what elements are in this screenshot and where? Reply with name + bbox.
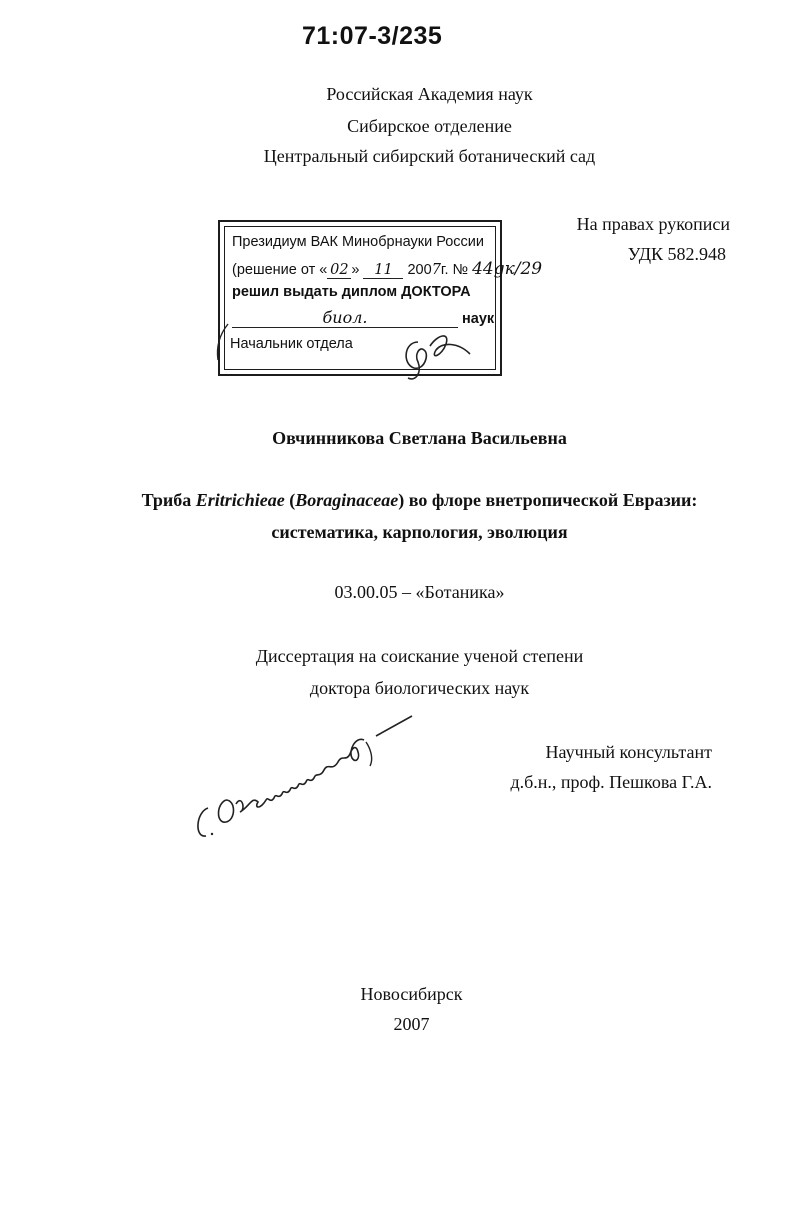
stamp-decision-year-prefix: 200 xyxy=(407,262,432,278)
stamp-head-signature-icon xyxy=(400,324,480,388)
stamp-decision-day: 02 xyxy=(327,262,351,279)
manuscript-rights: На правах рукописи xyxy=(576,214,730,234)
stamp-decision-year-digit: 7 xyxy=(431,262,441,278)
title-mid: ( xyxy=(284,490,296,510)
stamp-line-presidium: Президиум ВАК Минобрнауки России xyxy=(232,234,485,250)
title-prefix: Триба xyxy=(141,490,196,510)
organization-line-2: Сибирское отделение xyxy=(347,116,512,136)
stamp-line-decision xyxy=(232,259,542,279)
stamp-decision-number-tail: gк/29 xyxy=(493,259,543,279)
archive-number: 71:07-3/235 xyxy=(302,22,443,50)
specialty-code: 03.00.05 – «Ботаника» xyxy=(334,582,505,602)
author-signature-icon xyxy=(180,700,430,850)
stamp-science-field: биол. xyxy=(232,308,458,328)
consultant-label: Научный консультант xyxy=(545,742,712,762)
title-suffix: ) во флоре внетропической Евразии: xyxy=(398,490,698,510)
organization-line-3: Центральный сибирский ботанический сад xyxy=(263,146,596,166)
stamp-correction-mark-icon xyxy=(210,322,234,362)
vak-stamp xyxy=(218,220,543,376)
consultant-name: д.б.н., проф. Пешкова Г.А. xyxy=(510,772,712,792)
stamp-line-head: Начальник отдела xyxy=(230,336,353,352)
organization-line-1: Российская Академия наук xyxy=(326,84,533,104)
author-name: Овчинникова Светлана Васильевна xyxy=(272,428,567,448)
stamp-decision-month: 11 xyxy=(363,262,403,279)
stamp-decision-year-suffix: г. № xyxy=(440,262,469,278)
stamp-decision-prefix: (решение от « xyxy=(232,262,328,278)
stamp-decision-number: 44 xyxy=(472,259,494,279)
dissertation-title-line-2: систематика, карпология, эволюция xyxy=(271,522,568,542)
title-taxon-family: Boraginaceae xyxy=(295,490,399,510)
stamp-decision-mid: » xyxy=(351,262,360,278)
degree-line-1: Диссертация на соискание ученой степени xyxy=(255,646,584,666)
stamp-line-diploma: решил выдать диплом ДОКТОРА xyxy=(232,284,471,300)
udc-code: УДК 582.948 xyxy=(627,244,726,264)
city: Новосибирск xyxy=(360,984,463,1004)
dissertation-title-line-1 xyxy=(20,490,799,511)
title-taxon-tribe: Eritrichieae xyxy=(195,490,285,510)
stamp-science-suffix: наук xyxy=(462,311,495,327)
year: 2007 xyxy=(393,1014,430,1034)
degree-line-2: доктора биологических наук xyxy=(309,678,530,698)
